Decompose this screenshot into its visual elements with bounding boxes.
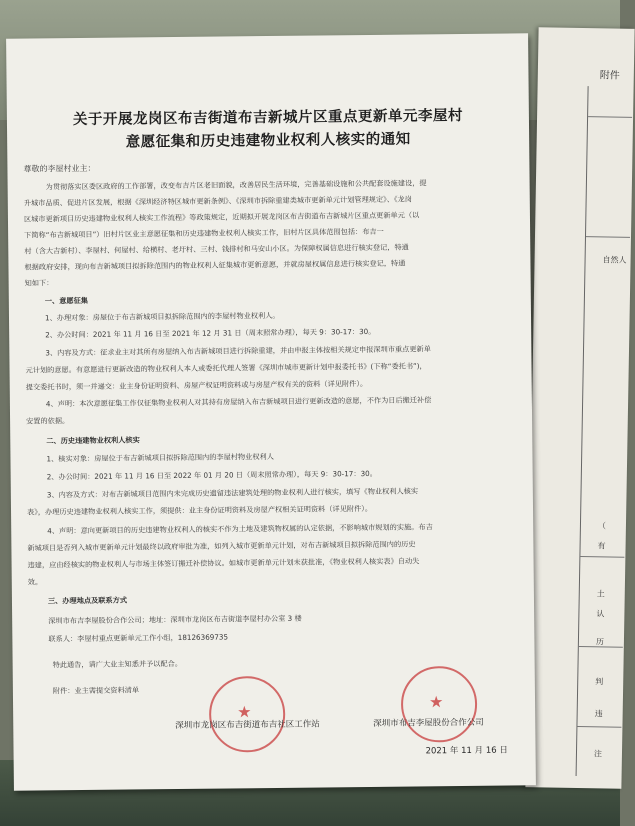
section1-line: 1、办理对象：房屋位于布吉新城项目拟拆除范围内的李屋村物业权利人。 bbox=[44, 310, 280, 323]
attachment-label: 违 bbox=[594, 709, 603, 719]
section2-line: 违建，应由经核实的物业权利人与市场主体签订搬迁补偿协议。如城市更新单元计划未获批准，《物业权利人核实表》自动失 bbox=[27, 556, 420, 570]
section2-line: 4、声明：意向更新项目的历史违建物业权利人的核实不作为土地及建筑物权属的认定依据，不影响城市规划的实施。布吉 bbox=[47, 522, 433, 536]
section1-line: 4、声明：本次意愿征集工作仅征集物业权利人对其持有房屋纳入布吉新城项目进行更新改造的意愿，不作为日后搬迁补偿 bbox=[45, 395, 432, 409]
intro-line: 知如下： bbox=[24, 278, 54, 288]
table-rule bbox=[586, 236, 630, 238]
closing-text: 特此通告，请广大业主知悉并予以配合。 bbox=[52, 658, 183, 670]
section1-line: 3、内容及方式：征求业主对其所有房屋纳入布吉新城项目进行拆除重建，并由申报主体按相关规定申报深圳市重点更新单 bbox=[45, 344, 431, 358]
attachment-label: 注 bbox=[593, 749, 603, 759]
section2-line: 表》，办理历史违建物业权利人核实工作，须提供：业主身份证明资料及房屋产权相关证明资料（详见附件）。 bbox=[26, 503, 373, 517]
table-rule bbox=[580, 556, 624, 558]
signer-left: 深圳市龙岗区布吉街道布吉社区工作站 bbox=[175, 719, 320, 732]
attachment-label: 有 bbox=[597, 541, 606, 551]
table-rule bbox=[588, 116, 632, 118]
notice-title-line2: 意愿征集和历史违建物业权利人核实的通知 bbox=[125, 130, 411, 151]
section2-line: 1、核实对象：房屋位于布吉新城项目拟拆除范围内的李屋村物业权利人 bbox=[46, 451, 274, 464]
attachment-label: 历 bbox=[595, 637, 604, 647]
table-rule bbox=[577, 726, 621, 728]
intro-line: 下简称“布吉新城项目”）旧村片区业主意愿征集和历史违建物业权利人核实工作，旧村片区具体范围包括：布吉一 bbox=[24, 226, 384, 240]
official-stamp-right: ★ bbox=[401, 666, 478, 743]
intro-line: 升城市品质、促进片区发展，根据《深圳经济特区城市更新条例》、《深圳市拆除重建类城市更新单元计划管理规定》、《龙岗 bbox=[23, 194, 412, 208]
attachment-label: 判 bbox=[595, 677, 604, 687]
intro-line: 为贯彻落实区委区政府的工作部署，改变布吉片区老旧面貌，改善居民生活环境，完善基础设施和公共配套设施建设，提 bbox=[45, 178, 427, 192]
attachment-label: 认 bbox=[596, 609, 605, 619]
section2-line: 2、办公时间：2021 年 11 月 16 日至 2022 年 01 月 20 日（周末照常办理），每天 9：30-17：30。 bbox=[46, 468, 377, 482]
signer-right: 深圳市布吉李屋股份合作公司 bbox=[373, 717, 484, 729]
attachment-label: （ bbox=[597, 521, 607, 531]
intro-line: 村（含大吉新村）、李屋村、何屋村、给横村、老圩村、三村、钱排村和马安山小区。为保障权属信息进行核实登记，特通 bbox=[24, 242, 409, 256]
attachment-title: 附件 bbox=[599, 70, 620, 82]
section1-line: 元计划的意愿。有意愿进行更新改造的物业权利人本人或委托代理人签署《深圳市城市更新计划申报委托书》(下称“委托书”)， bbox=[25, 361, 427, 375]
contact-address: 深圳市布吉李屋股份合作公司；地址：深圳市龙岗区布吉街道李屋村办公室 3 楼 bbox=[48, 613, 302, 626]
attachment-table bbox=[576, 86, 633, 777]
section2-line: 效。 bbox=[27, 577, 43, 587]
intro-line: 区城市更新项目历史违建物业权利人核实工作流程》等政策规定，近期拟开展龙岗区布吉街道布吉新城片区重点更新单元（以 bbox=[23, 210, 420, 224]
section1-heading: 一、意愿征集 bbox=[44, 295, 89, 306]
section2-heading: 二、历史违建物业权利人核实 bbox=[46, 435, 140, 446]
attachment-label: 自然人 bbox=[602, 255, 627, 265]
intro-line: 根据政府安排，现向布吉新城项目拟拆除范围内的物业权利人征集城市更新意愿，并就房屋权属信息进行核实登记，特通 bbox=[24, 258, 406, 272]
salutation: 尊敬的李屋村业主： bbox=[23, 163, 96, 174]
section3-heading: 三、办理地点及联系方式 bbox=[47, 595, 128, 606]
contact-person: 联系人：李屋村重点更新单元工作小组，18126369735 bbox=[48, 632, 229, 644]
official-stamp-left: ★ bbox=[209, 676, 286, 753]
section2-line: 新城项目是否列入城市更新单元计划最终以政府审批为准，如列入城市更新单元计划，对布吉新城项目拟拆除范围内的历史 bbox=[27, 539, 416, 553]
section1-line: 2、办公时间：2021 年 11 月 16 日至 2021 年 12 月 31 日（周末照常办理），每天 9：30-17：30。 bbox=[45, 326, 376, 340]
attachment-label: 土 bbox=[596, 589, 605, 599]
section2-line: 3、内容及方式：对布吉新城项目范围内未完成历史遗留违法建筑处理的物业权利人进行核实，填写《物业权利人核实 bbox=[46, 486, 419, 500]
attachment-sheet bbox=[525, 27, 634, 789]
notice-title-line1: 关于开展龙岗区布吉街道布吉新城片区重点更新单元李屋村 bbox=[72, 106, 463, 129]
notice-sheet bbox=[6, 33, 536, 790]
attachment-note: 附件：业主需提交资料清单 bbox=[52, 685, 140, 696]
section1-line: 提交委托书时，须一并递交：业主身份证明资料、房屋产权证明资料或与房屋产权有关的资料（详见附件）。 bbox=[25, 378, 368, 392]
section1-line: 安置的依据。 bbox=[26, 416, 70, 426]
notice-date: 2021 年 11 月 16 日 bbox=[425, 745, 508, 757]
